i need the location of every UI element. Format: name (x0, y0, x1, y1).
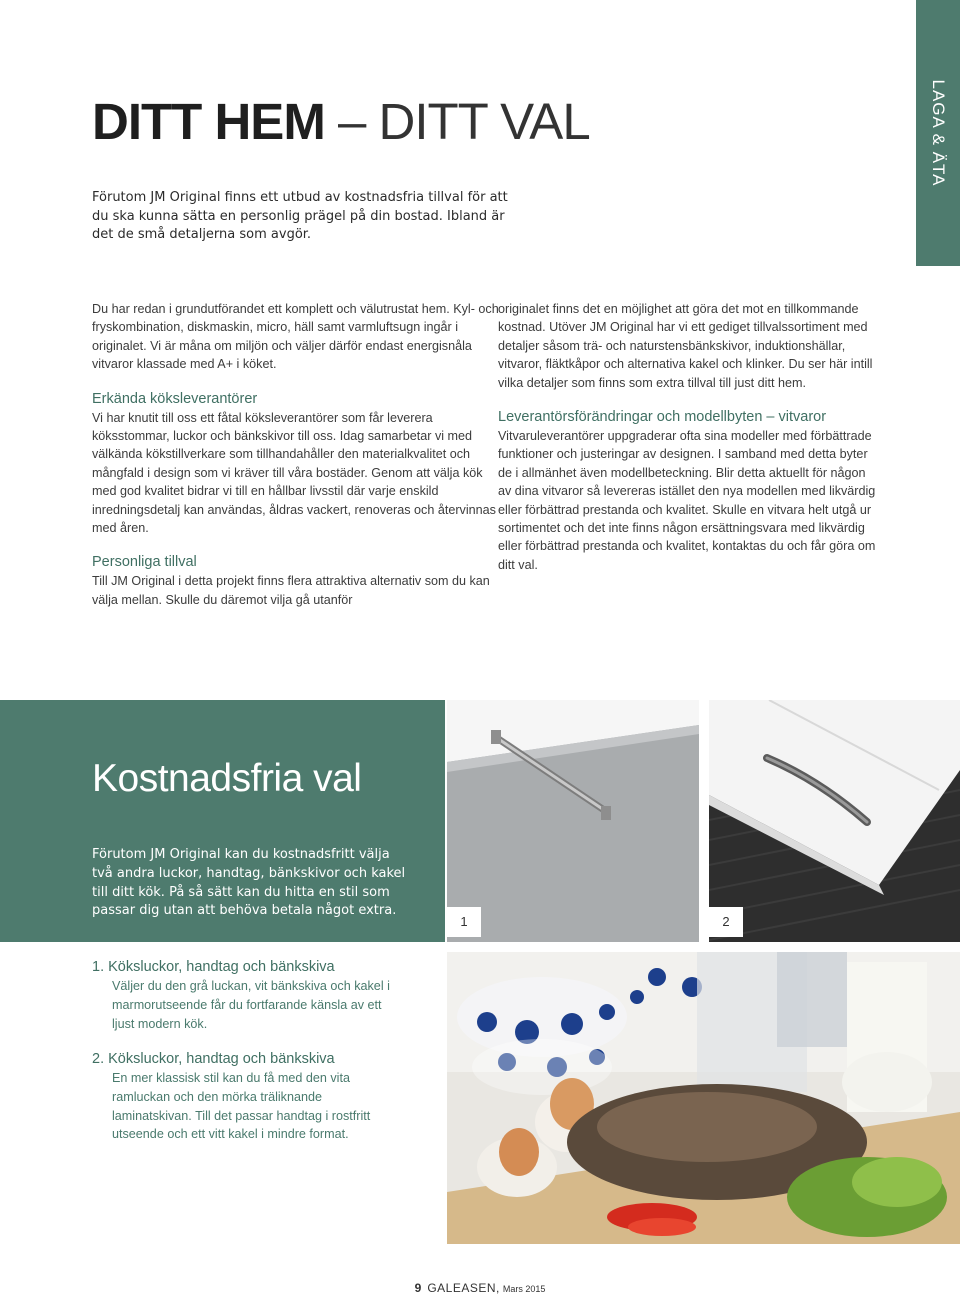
caption-2-title: 2. Köksluckor, handtag och bänkskiva (92, 1051, 335, 1067)
publication-date: Mars 2015 (502, 1284, 546, 1294)
publication-name: GALEASEN, (427, 1281, 500, 1295)
caption-2 (92, 1050, 402, 1144)
kitchen-photo-2 (709, 700, 960, 942)
page-title-bold: DITT HEM (92, 93, 325, 150)
page-title (92, 92, 590, 152)
left-heading-1: Erkända köksleverantörer (92, 390, 258, 407)
right-paragraph-2: Vitvaruleverantörer uppgraderar ofta sina modeller med förbättrade funktioner och justeringar av designen. I samband med detta byter de i allmänhet även modellbeteckning. Blir detta aktuellt för någon av dina vitvaror så levereras istället den nya modellen med likvärdig eller förbättrad prestanda och kvalitet. Skulle en vitvara helt utgå ur sortimentet och det inte finns någon ersättningsvara med likvärdig eller förbättrad prestanda och kvalitet, kontaktas du och får göra om ditt val. (498, 429, 876, 572)
left-column (92, 300, 502, 609)
left-paragraph-3: Till JM Original i detta projekt finns flera attraktiva alternativ som du kan välja mellan. Skulle du däremot vilja gå utanför (92, 574, 490, 607)
section-tab-label: LAGA & ÄTA (929, 79, 948, 187)
caption-1 (92, 958, 402, 1033)
page-title-light: – DITT VAL (324, 93, 590, 150)
right-paragraph-1: originalet finns det en möjlighet att göra det mot en tillkommande kostnad. Utöver JM Original har vi ett gediget tillvalssortiment med detaljer såsom trä- och naturstensbänkskivor, induktionshällar, vitvaror, fläktkåpor och alternativa kakel och klinker. Du ser här intill vilka detaljer som finns som extra tillval till just ditt hem. (498, 302, 873, 390)
kitchen-photo-1 (447, 700, 699, 942)
intro-text: Förutom JM Original finns ett utbud av kostnadsfria tillval för att du ska kunna sätta en personlig prägel på din bostad. Ibland är det de små detaljerna som avgör. (92, 190, 508, 242)
page-number: 9 (414, 1281, 422, 1295)
photo-2-number: 2 (709, 907, 743, 937)
panel-title: Kostnadsfria val (92, 757, 362, 800)
right-heading-1: Leverantörsförändringar och modellbyten – vitvaror (498, 409, 827, 426)
left-heading-2: Personliga tillval (92, 554, 197, 571)
breakfast-photo (447, 952, 960, 1244)
photo-1-number: 1 (447, 907, 481, 937)
page-footer (0, 1281, 960, 1295)
section-tab (916, 0, 960, 266)
caption-2-text: En mer klassisk stil kan du få med den vita ramluckan och den mörka träliknande laminatskivan. Till det passar handtag i rostfritt utseende och ett vitt kakel i mindre format. (112, 1071, 371, 1142)
left-paragraph-2: Vi har knutit till oss ett fåtal köksleverantörer som får leverera köksstommar, luckor och bänkskivor till oss. Idag samarbetar vi med välkända kökstillverkare som tillhandahåller den materialkvalitet och mångfald i design som vi kräver till våra bostäder. Genom att välja kök med god kvalitet bidrar vi till en hållbar livsstil där varje enskild inredningsdetalj kan användas, åldras vackert, renoveras och återvinnas med åren. (92, 410, 496, 536)
caption-1-title: 1. Köksluckor, handtag och bänkskiva (92, 959, 335, 975)
caption-1-text: Väljer du den grå luckan, vit bänkskiva och kakel i marmorutseende får du fortfarande känsla av ett ljust modern kök. (112, 979, 390, 1031)
left-paragraph-1: Du har redan i grundutförandet ett komplett och välutrustat hem. Kyl- och fryskombination, diskmaskin, micro, häll samt varmluftsugn ingår i originalet. Vi är måna om miljön och väljer därför endast energisnåla vitvaror klassade med A+ i köket. (92, 302, 499, 372)
panel-text: Förutom JM Original kan du kostnadsfritt välja två andra luckor, handtag, bänkskivor och kakel till ditt kök. På så sätt kan du hitta en stil som passar dig utan att behöva betala något extra. (92, 847, 406, 919)
right-column (498, 300, 878, 574)
